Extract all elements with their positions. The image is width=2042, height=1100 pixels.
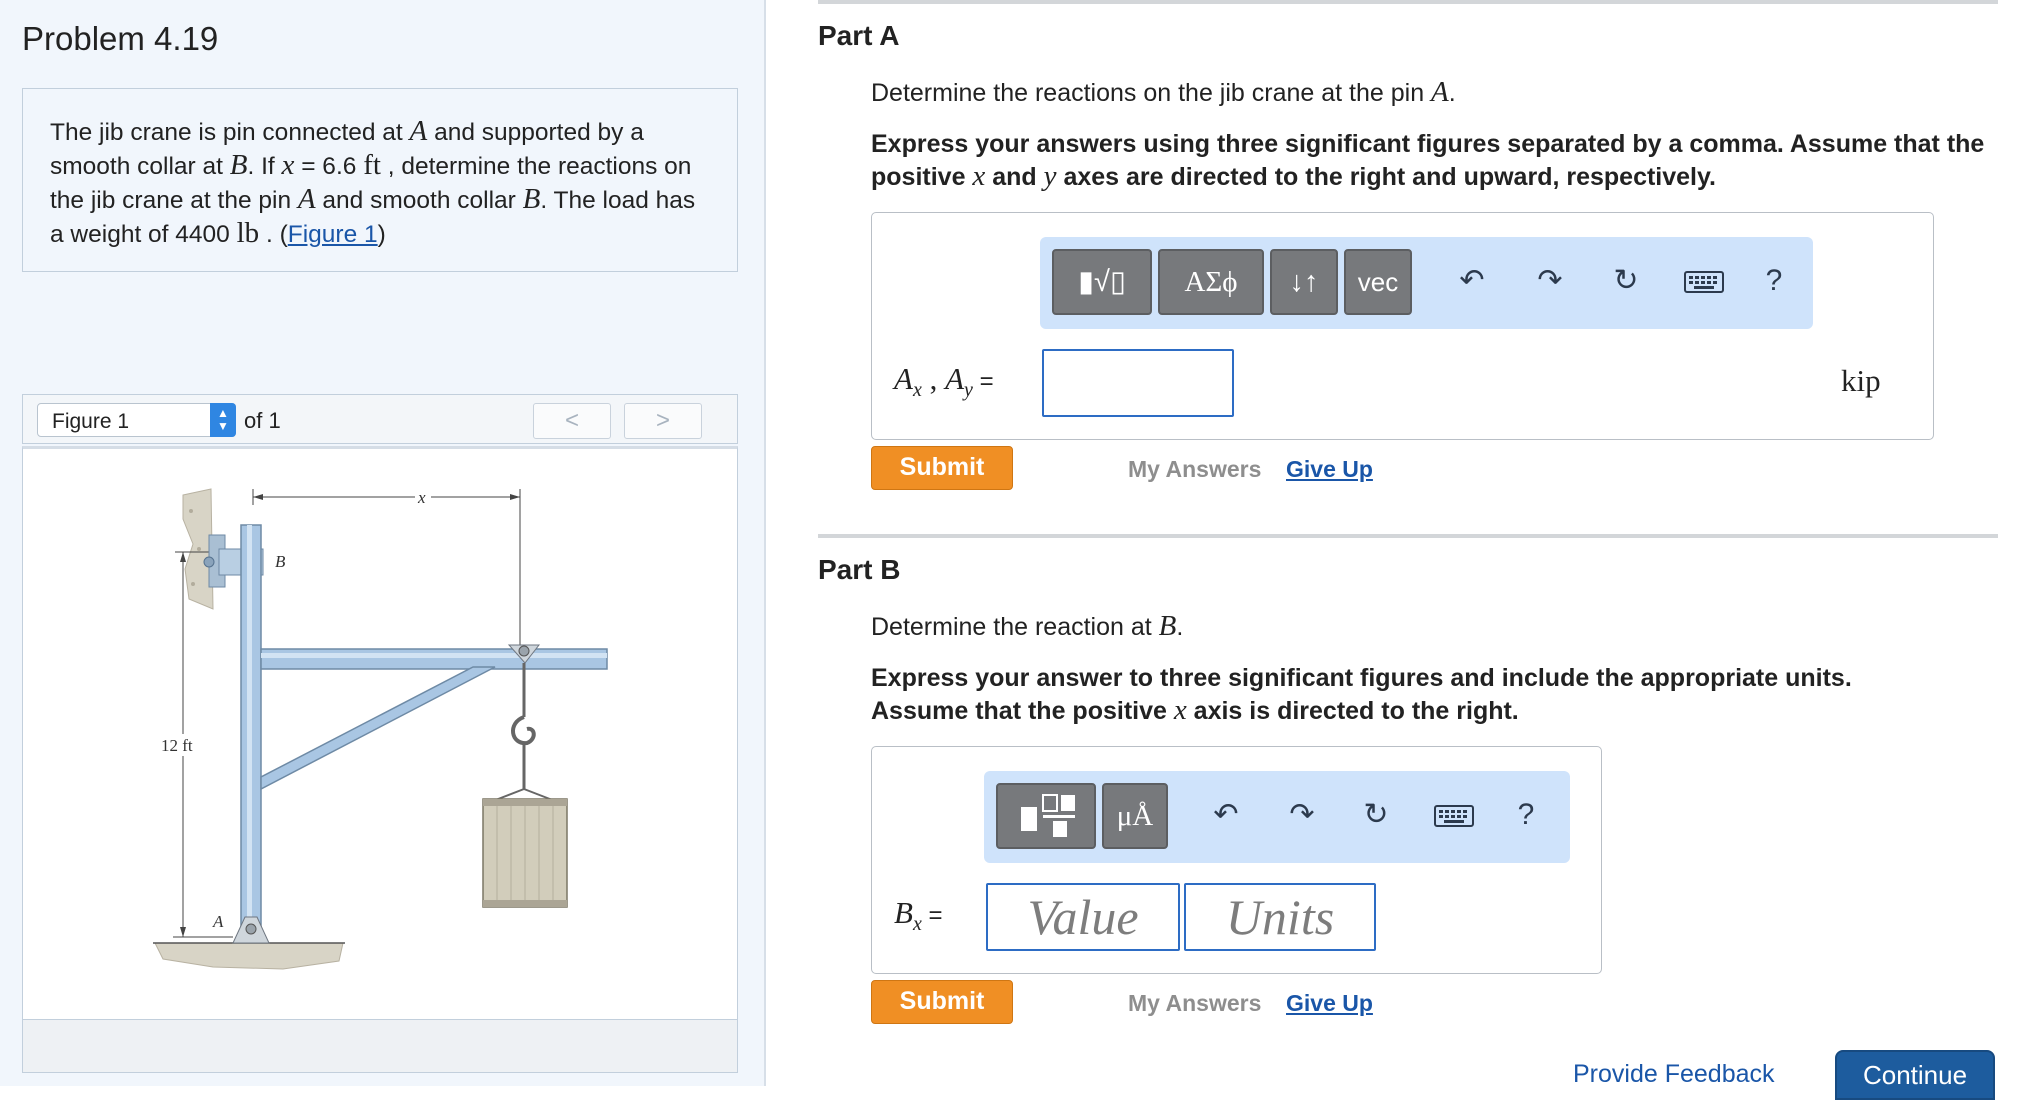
undo-icon[interactable]: ↶ <box>1213 798 1239 831</box>
part-a-my-answers: My Answers <box>1128 456 1262 482</box>
part-b-title: Part B <box>818 554 901 585</box>
continue-button[interactable]: Continue <box>1835 1050 1995 1100</box>
part-b-variable-label: $B_x$ = <box>894 895 943 936</box>
vector-button[interactable]: vec <box>1344 249 1412 315</box>
part-b-instructions: Express your answer to three significant figures and include the appropriate units. Assume that the positive x axis is directed to the right. <box>871 664 1852 726</box>
collar-b-label: B <box>275 552 286 571</box>
figure-count: of 1 <box>244 408 281 433</box>
problem-title: Problem 4.19 <box>22 20 219 57</box>
part-a-submit-button[interactable]: Submit <box>871 446 1013 490</box>
part-a-unit-label: kip <box>1841 363 1881 398</box>
pin-a-label: A <box>213 912 224 931</box>
reset-icon[interactable]: ↻ <box>1613 264 1639 297</box>
figure-viewer <box>22 446 738 1021</box>
keyboard-icon[interactable] <box>1678 261 1730 301</box>
part-a-instructions: Express your answers using three significant figures separated by a comma. Assume that the positive x and y axes are directed to the right and upward, respectively. <box>871 130 1985 192</box>
part-b-give-up-link[interactable]: Give Up <box>1286 990 1373 1016</box>
prev-figure-button[interactable]: < <box>533 403 611 439</box>
reset-icon[interactable]: ↻ <box>1363 798 1389 831</box>
undo-icon[interactable]: ↶ <box>1459 264 1485 297</box>
x-dimension-label: x <box>418 488 426 507</box>
part-a-title: Part A <box>818 20 900 51</box>
chevron-updown-icon: ▲ ▼ <box>210 403 236 437</box>
units-button[interactable]: μÅ <box>1102 783 1168 849</box>
problem-pane <box>0 0 766 1086</box>
part-b-my-answers: My Answers <box>1128 990 1262 1016</box>
part-b-submit-button[interactable]: Submit <box>871 980 1013 1024</box>
problem-statement: The jib crane is pin connected at A and supported by a smooth collar at B. If x = 6.6 ft , determine the reactions on the jib crane at the pin A and smooth collar B. The load has a weight of 4400 lb . (Figure 1) <box>22 88 738 272</box>
height-dimension-label: 12 ft <box>161 736 193 755</box>
provide-feedback-link[interactable]: Provide Feedback <box>1573 1060 1775 1088</box>
help-button[interactable]: ? <box>1517 798 1535 831</box>
redo-icon[interactable]: ↷ <box>1289 798 1315 831</box>
part-b-question: Determine the reaction at B. <box>871 610 1184 642</box>
part-a-answer-input[interactable] <box>1042 349 1234 417</box>
figure-select[interactable]: Figure 1 ▲ ▼ <box>37 403 236 437</box>
part-b-divider <box>818 534 1998 538</box>
arrows-button[interactable]: ↓↑ <box>1270 249 1338 315</box>
figure-footer <box>22 1019 738 1073</box>
part-b-math-toolbar <box>984 771 1570 863</box>
part-a-answer-box <box>871 212 1934 440</box>
figure-link[interactable]: Figure 1 <box>287 221 378 248</box>
next-figure-button[interactable]: > <box>624 403 702 439</box>
part-b-answer-box <box>871 746 1602 974</box>
fraction-templates-button[interactable] <box>996 783 1096 849</box>
part-a-math-toolbar <box>1040 237 1813 329</box>
part-a-give-up-link[interactable]: Give Up <box>1286 456 1373 482</box>
redo-icon[interactable]: ↷ <box>1537 264 1563 297</box>
part-a-divider <box>818 0 1998 4</box>
part-a-variable-label: $A_x$ , $A_y$ = <box>894 361 994 402</box>
templates-button[interactable]: ▮√▯ <box>1052 249 1152 315</box>
jib-crane-figure <box>23 449 736 1021</box>
units-input[interactable]: Units <box>1184 883 1376 951</box>
keyboard-icon[interactable] <box>1428 795 1480 835</box>
value-input[interactable]: Value <box>986 883 1180 951</box>
part-a-question: Determine the reactions on the jib crane at the pin A. <box>871 76 1456 108</box>
greek-symbols-button[interactable]: ΑΣϕ <box>1158 249 1264 315</box>
help-button[interactable]: ? <box>1765 264 1783 297</box>
figure-toolbar <box>22 394 738 444</box>
